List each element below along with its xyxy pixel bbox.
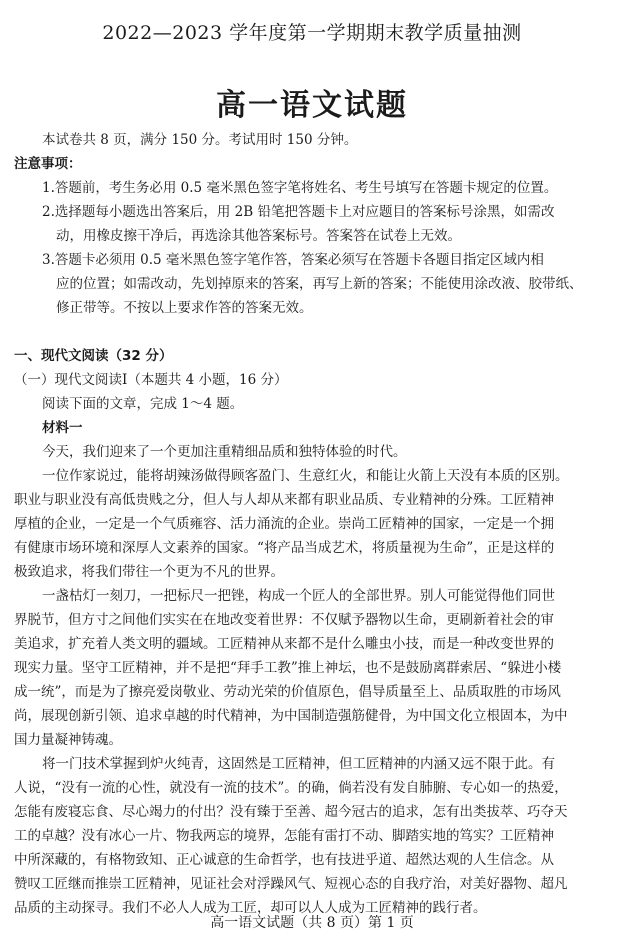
section-heading: 一、现代文阅读（32 分） [14, 348, 173, 364]
section-instruction: 阅读下面的文章，完成 1～4 题。 [42, 396, 244, 412]
paragraph-2-line-4: 有健康市场环境和深厚人文素养的国家。“将产品当成艺术，将质量视为生命”，正是这样的 [14, 540, 555, 556]
notice-item-2-line-1: 2.选择题每小题选出答案后，用 2B 铅笔把答题卡上对应题目的答案标号涂黑，如需改 [42, 204, 555, 220]
page-footer: 高一语文试题（共 8 页）第 1 页 [210, 915, 414, 931]
paragraph-2-line-5: 极致追求，将我们带往一个更为不凡的世界。 [14, 564, 284, 580]
notice-list [14, 176, 612, 320]
paragraph-2-line-3: 厚植的企业，一定是一个气质雍容、活力涌流的企业。崇尚工匠精神的国家，一定是一个拥 [14, 516, 554, 532]
paragraph-4-line-5: 中所深藏的，有格物致知、正心诚意的生命哲学，也有技进乎道、超然达观的人生信念。从 [14, 852, 554, 868]
paragraph-3-line-2: 界脱节，但方寸之间他们实实在在地改变着世界：不仅赋予器物以生命，更刷新着社会的审 [14, 612, 554, 628]
paragraph-4-line-6: 赞叹工匠继而推崇工匠精神，见证社会对浮躁风气、短视心态的自我疗治，对美好器物、超凡 [14, 876, 568, 892]
intro-block [14, 128, 612, 152]
section-sub-heading: （一）现代文阅读Ⅰ（本题共 4 小题，16 分） [14, 372, 288, 388]
paragraph-4-line-7: 品质的主动探寻。我们不必人人成为工匠，却可以人人成为工匠精神的践行者。 [14, 900, 487, 916]
paragraph-4-line-2: 人说，“没有一流的心性，就没有一流的技术”。的确，倘若没有发自肺腑、专心如一的热爱， [14, 780, 568, 796]
notice-heading: 注意事项： [14, 156, 82, 172]
notice-item-3-line-3: 修正带等。不按以上要求作答的答案无效。 [56, 300, 313, 316]
paragraph-3-line-1: 一盏枯灯一刻刀，一把标尺一把锉，构成一个匠人的全部世界。别人可能觉得他们同世 [42, 588, 555, 604]
paragraph-4-line-3: 怎能有废寝忘食、尽心竭力的付出？没有臻于至善、超今冠古的追求，怎有出类拔萃、巧夺天 [14, 804, 568, 820]
paragraph-1-line-1: 今天，我们迎来了一个更加注重精细品质和独特体验的时代。 [42, 444, 407, 460]
paragraph-2-line-2: 职业与职业没有高低贵贱之分，但人与人却从来都有职业品质、专业精神的分殊。工匠精神 [14, 492, 554, 508]
notice-item-1-line-1: 1.答题前，考生务必用 0.5 毫米黑色签字笔将姓名、考生号填写在答题卡规定的位置。 [42, 180, 558, 196]
paragraph-2-line-1: 一位作家说过，能将胡辣汤做得顾客盈门、生意红火，和能让火箭上天没有本质的区别。 [42, 468, 569, 484]
notice-item-3-line-2: 应的位置；如需改动，先划掉原来的答案，再写上新的答案；不能使用涂改液、胶带纸、 [56, 276, 583, 292]
reading-passage [14, 440, 612, 920]
paragraph-3-line-4: 现实力量。坚守工匠精神，并不是把“拜手工教”推上神坛，也不是鼓励离群索居、“躲进小楼 [14, 660, 562, 676]
notice-item-3-line-1: 3.答题卡必须用 0.5 毫米黑色签字笔作答，答案必须写在答题卡各题目指定区域内相 [42, 252, 544, 268]
exam-title: 高一语文试题 [216, 88, 408, 123]
section-block [14, 344, 612, 440]
material-label: 材料一 [42, 420, 83, 436]
paragraph-4-line-4: 工的卓越？没有冰心一片、物我两忘的境界，怎能有雷打不动、脚踏实地的笃实？工匠精神 [14, 828, 554, 844]
paragraph-3-line-6: 尚，展现创新引领、追求卓越的时代精神，为中国制造强筋健骨，为中国文化立根固本，为中 [14, 708, 568, 724]
notice-item-2-line-2: 动，用橡皮擦干净后，再选涂其他答案标号。答案答在试卷上无效。 [56, 228, 461, 244]
paragraph-4-line-1: 将一门技术掌握到炉火纯青，这固然是工匠精神，但工匠精神的内涵又远不限于此。有 [42, 756, 555, 772]
intro-text: 本试卷共 8 页，满分 150 分。考试用时 150 分钟。 [42, 132, 358, 148]
paragraph-3-line-7: 国力量凝神铸魂。 [14, 732, 122, 748]
exam-header: 2022—2023 学年度第一学期期末教学质量抽测 [102, 22, 522, 44]
notice-block [14, 152, 612, 320]
paragraph-3-line-3: 美追求，扩充着人类文明的疆域。工匠精神从来都不是什么雕虫小技，而是一种改变世界的 [14, 636, 554, 652]
paragraph-3-line-5: 成一统”，而是为了擦亮爱岗敬业、劳动光荣的价值原色，倡导质量至上、品质取胜的市场风 [14, 684, 561, 700]
